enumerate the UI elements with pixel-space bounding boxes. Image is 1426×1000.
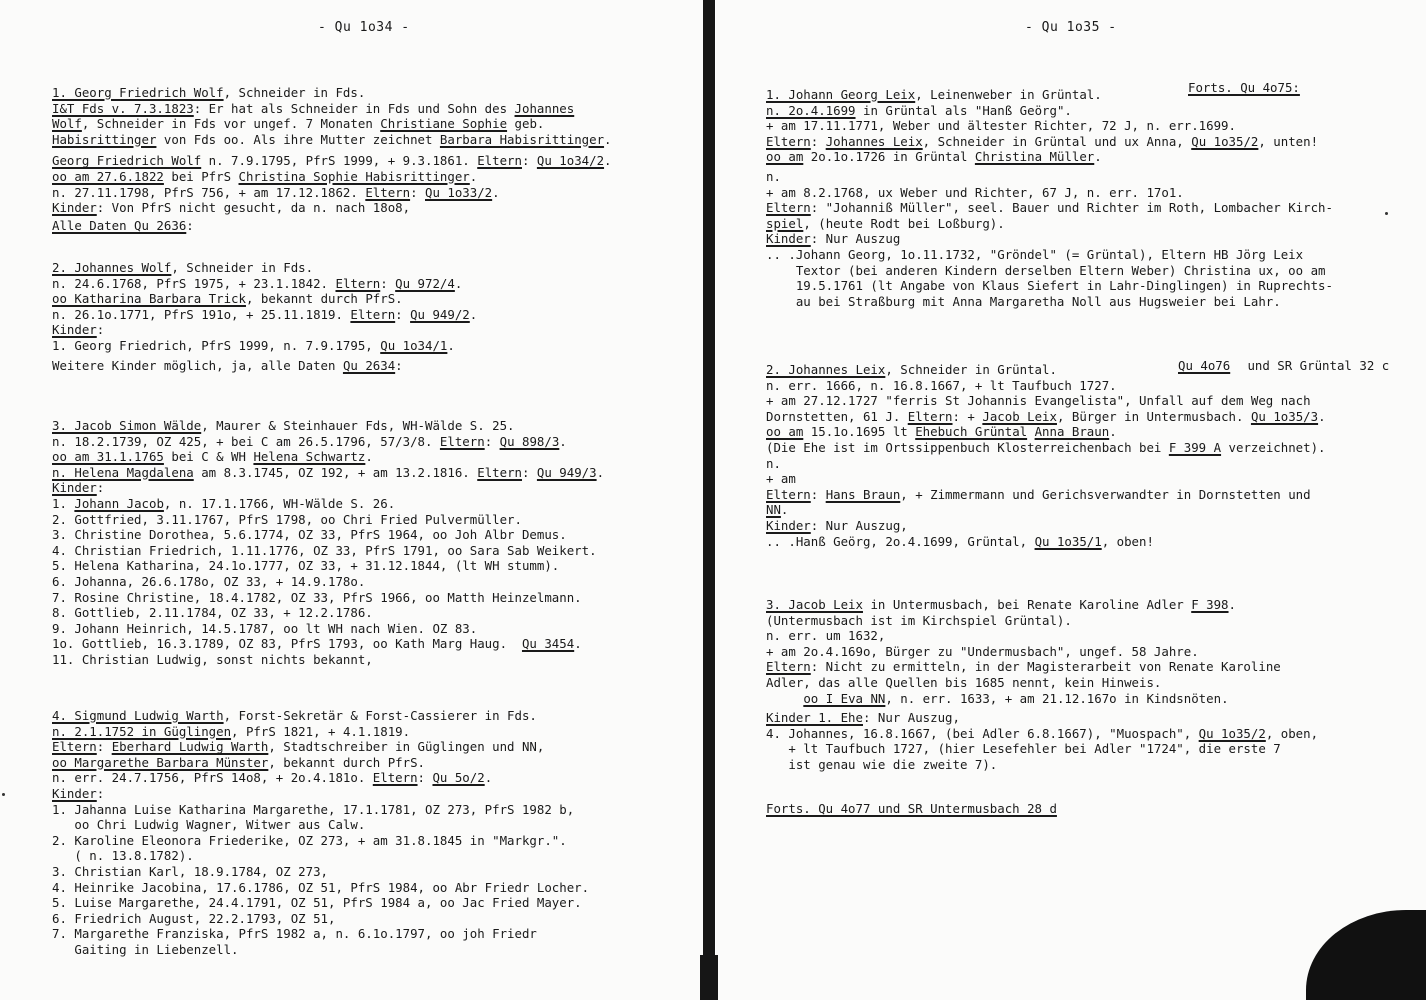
text-segment: n. xyxy=(766,169,781,184)
underlined-text: oo am xyxy=(766,149,804,165)
text-segment: (Untermusbach ist im Kirchspiel Grüntal). xyxy=(766,612,1072,628)
underlined-text: Qu 3454 xyxy=(521,636,575,652)
text-segment: : xyxy=(810,133,826,149)
text-segment: n. 24.6.1768, PfrS 1975, + 23.1.1842. xyxy=(52,275,336,291)
underlined-text: Kinder xyxy=(52,480,97,496)
underlined-text: Kinder 1. Ehe xyxy=(766,710,863,726)
entry-line xyxy=(52,911,335,926)
entry-line xyxy=(52,621,477,636)
entry-line xyxy=(766,502,788,517)
book-spine-bottom xyxy=(700,955,718,1000)
entry-line xyxy=(766,644,1199,659)
scan-speck xyxy=(1385,212,1388,215)
entry-line xyxy=(52,153,612,168)
entry-line xyxy=(766,278,1333,293)
entry-line xyxy=(52,307,477,322)
underlined-text: Qu 1o33/2 xyxy=(425,184,493,200)
entry-line xyxy=(766,263,1326,278)
entry-line xyxy=(766,149,1102,164)
text-segment: , (heute Rodt bei Loßburg). xyxy=(803,215,1005,231)
entry-line xyxy=(766,200,1333,215)
entry-line xyxy=(52,132,612,147)
text-segment: : xyxy=(96,739,112,755)
text-segment: . xyxy=(604,131,612,147)
text-segment: Adler, das alle Quellen bis 1685 nennt, kein Hinweis. xyxy=(766,675,1162,690)
text-segment: , n. err. 1633, + am 21.12.167o in Kindsnöten. xyxy=(885,690,1229,706)
underlined-text: 4. Sigmund Ludwig Warth xyxy=(52,708,224,723)
text-segment: 1. Jahanna Luise Katharina Margarethe, 17.1.1781, OZ 273, PfrS 1982 b, xyxy=(52,801,575,817)
text-segment: . xyxy=(1109,424,1117,440)
entry-line xyxy=(52,755,425,770)
side-note: Forts. Qu 4o75: xyxy=(1188,80,1300,95)
entry-line xyxy=(766,362,1057,377)
entry-line xyxy=(52,434,567,449)
entry-line xyxy=(766,185,1184,200)
entry-line xyxy=(52,496,395,511)
text-segment: 4. Johannes, 16.8.1667, (bei Adler 6.8.1667), "Muospach", xyxy=(766,725,1199,741)
side-note: Qu 4o76 xyxy=(1178,358,1231,373)
text-segment: : Nicht zu ermitteln, in der Magisterarbeit von Renate Karoline xyxy=(810,659,1281,675)
entry-line xyxy=(52,322,104,337)
text-segment: , Schneider in Grüntal. xyxy=(885,362,1057,377)
underlined-text: Qu 949/3 xyxy=(536,464,597,480)
text-segment: , Schneider in Fds vor ungef. 7 Monaten xyxy=(81,116,381,132)
text-segment: 7. Rosine Christine, 18.4.1782, OZ 33, PfrS 1966, oo Matth Heinzelmann. xyxy=(52,589,582,605)
text-segment: 19.5.1761 (lt Angabe von Klaus Siefert in Lahr-Dinglingen) in Ruprechts- xyxy=(766,278,1333,294)
text-segment: . xyxy=(559,433,567,449)
entry-line xyxy=(766,518,908,533)
text-segment: au bei Straßburg mit Anna Margaretha Noll aus Hugsweier bei Lahr. xyxy=(766,293,1281,309)
text-segment: , bekannt durch PfrS. xyxy=(268,754,425,770)
entry-line xyxy=(766,691,1229,706)
text-segment: 1o. Gottlieb, 16.3.1789, OZ 83, PfrS 1793, oo Kath Marg Haug. xyxy=(52,636,522,652)
text-segment: Gaiting in Liebenzell. xyxy=(52,942,239,957)
text-segment: 11. Christian Ludwig, sonst nichts bekannt, xyxy=(52,652,373,667)
underlined-text: Johann Jacob xyxy=(74,496,164,511)
text-segment: 6. Johanna, 26.6.178o, OZ 33, + 14.9.178o. xyxy=(52,574,366,589)
underlined-text: Eltern xyxy=(766,200,811,216)
underlined-text: oo am xyxy=(766,424,804,440)
text-segment: n. err. um 1632, xyxy=(766,628,886,644)
text-segment: , oben, xyxy=(1265,725,1319,741)
entry-line xyxy=(52,786,104,801)
entry-line xyxy=(52,218,194,233)
entry-line xyxy=(52,817,365,832)
entry-line xyxy=(52,926,537,941)
entry-line xyxy=(52,358,403,373)
text-segment: : xyxy=(395,357,403,373)
entry-line xyxy=(52,465,604,480)
text-segment: , + Zimmermann und Gerichsverwandter in Dornstetten und xyxy=(900,486,1311,502)
text-segment: 3. Christine Dorothea, 5.6.1774, OZ 33, PfrS 1964, oo Joh Albr Demus. xyxy=(52,527,567,543)
entry-line xyxy=(52,418,515,433)
text-segment: 7. Margarethe Franziska, PfrS 1982 a, n. 6.1o.1797, oo joh Friedr xyxy=(52,926,537,942)
text-segment: oo Chri Ludwig Wagner, Witwer aus Calw. xyxy=(52,817,366,833)
underlined-text: 1. Georg Friedrich Wolf xyxy=(52,85,224,100)
text-segment: n. 7.9.1795, PfrS 1999, + 9.3.1861. xyxy=(201,153,478,169)
entry-line xyxy=(52,480,104,495)
text-segment: : xyxy=(484,433,500,449)
underlined-text: Habisrittinger xyxy=(52,131,157,147)
text-segment: n. 27.11.1798, PfrS 756, + am 17.12.1862. xyxy=(52,184,366,200)
text-segment: , Schneider in Fds. xyxy=(171,260,314,275)
entry-line xyxy=(766,710,960,725)
text-segment: : xyxy=(395,306,411,322)
entry-line xyxy=(766,424,1117,439)
text-segment: : xyxy=(522,464,537,480)
text-segment xyxy=(766,691,803,706)
underlined-text: Eltern xyxy=(766,659,811,675)
text-segment: + am 17.11.1771, Weber und ältester Richter, 72 J, n. err.1699. xyxy=(766,118,1236,134)
underlined-text: Kinder xyxy=(766,518,811,533)
text-segment: 9. Johann Heinrich, 14.5.1787, oo lt WH nach Wien. OZ 83. xyxy=(52,620,478,636)
text-segment: n. xyxy=(766,455,781,471)
text-segment: Textor (bei anderen Kindern derselben Eltern Weber) Christina ux, oo am xyxy=(766,262,1326,278)
text-segment: . xyxy=(604,153,612,169)
text-segment: bei C & WH xyxy=(163,449,254,465)
entry-line xyxy=(766,103,1072,118)
underlined-text: Qu 972/4 xyxy=(395,275,455,291)
text-segment: , Bürger in Untermusbach. xyxy=(1056,408,1251,424)
entry-line xyxy=(766,487,1311,502)
text-segment: , unten! xyxy=(1258,133,1319,149)
entry-line xyxy=(52,116,544,131)
underlined-text: Kinder xyxy=(52,200,97,216)
underlined-text: Qu 1o34/1 xyxy=(380,338,448,353)
underlined-text: Eltern xyxy=(439,433,485,449)
text-segment: ist genau wie die zweite 7). xyxy=(766,757,998,772)
text-segment: von Fds oo. Als ihre Mutter zeichnet xyxy=(156,131,440,147)
underlined-text: Eltern xyxy=(477,153,522,169)
entry-line xyxy=(52,101,574,116)
text-segment xyxy=(1027,424,1034,439)
text-segment: 2o.1o.1726 in Grüntal xyxy=(803,149,975,165)
text-segment: . xyxy=(1228,597,1236,612)
entry-line xyxy=(52,833,567,848)
entry-line xyxy=(52,724,410,739)
text-segment: , PfrS 1821, + 4.1.1819. xyxy=(231,723,411,739)
entry-line xyxy=(52,652,373,667)
book-spine xyxy=(703,0,715,1000)
text-segment: n. 18.2.1739, OZ 425, + bei C am 26.5.1796, 57/3/8. xyxy=(52,433,440,449)
text-segment: 1. Georg Friedrich, PfrS 1999, n. 7.9.1795, xyxy=(52,338,381,353)
underlined-text: Jacob Leix xyxy=(982,408,1057,424)
text-segment: .. .Hanß Geörg, 2o.4.1699, Grüntal, xyxy=(766,533,1035,549)
underlined-text: 1. Johann Georg Leix xyxy=(766,87,916,102)
underlined-text: Qu 898/3 xyxy=(499,433,560,449)
entry-line xyxy=(52,449,373,464)
text-segment: : Nur Auszug xyxy=(810,231,901,247)
underlined-text: Eltern xyxy=(52,739,97,755)
underlined-text: Christina Müller xyxy=(974,149,1095,165)
underlined-text: Qu 1o35/3 xyxy=(1250,408,1319,424)
text-segment: n. err. 24.7.1756, PfrS 14o8, + 2o.4.181o. xyxy=(52,770,373,786)
text-segment: n. 26.1o.1771, PfrS 191o, + 25.11.1819. xyxy=(52,306,351,322)
text-segment: 4. Heinrike Jacobina, 17.6.1786, OZ 51, PfrS 1984, oo Abr Friedr Locher. xyxy=(52,879,590,895)
entry-line xyxy=(766,471,796,486)
underlined-text: NN xyxy=(766,502,781,518)
underlined-text: Eltern xyxy=(335,275,381,291)
entry-line xyxy=(766,378,1117,393)
text-segment: . xyxy=(454,275,463,291)
side-note: und SR Grüntal 32 c xyxy=(1240,358,1390,373)
entry-line xyxy=(52,848,194,863)
underlined-text: Eltern xyxy=(766,486,811,502)
entry-line xyxy=(52,770,492,785)
underlined-text: Qu 949/2 xyxy=(410,306,470,322)
entry-line xyxy=(766,231,900,246)
underlined-text: Eberhard Ludwig Warth xyxy=(111,739,269,755)
entry-line xyxy=(766,409,1326,424)
underlined-text: spiel xyxy=(766,215,804,231)
entry-line xyxy=(766,393,1311,408)
text-segment: : Er hat als Schneider in Fds und Sohn des xyxy=(193,100,515,116)
text-segment: + am xyxy=(766,471,796,487)
entry-line xyxy=(766,134,1318,149)
text-segment: : Nur Auszug, xyxy=(810,518,908,533)
entry-line xyxy=(52,200,410,215)
entry-line xyxy=(52,636,582,651)
text-segment: . xyxy=(365,449,373,465)
text-segment: am 8.3.1745, OZ 192, + am 13.2.1816. xyxy=(193,464,478,480)
text-segment: : Nur Auszug, xyxy=(862,710,960,726)
text-segment: 3. Christian Karl, 18.9.1784, OZ 273, xyxy=(52,864,329,879)
entry-line xyxy=(52,276,462,291)
entry-line xyxy=(766,216,1005,231)
entry-line xyxy=(766,440,1326,455)
entry-line xyxy=(52,291,403,306)
text-segment: verzeichnet). xyxy=(1221,440,1326,455)
text-segment: . xyxy=(596,464,605,480)
text-segment: : xyxy=(810,486,826,502)
underlined-text: Kinder xyxy=(52,322,97,338)
text-segment: , Leinenweber in Grüntal. xyxy=(915,87,1102,102)
text-segment: . xyxy=(447,338,455,353)
underlined-text: n. 2.1.1752 in Güglingen xyxy=(52,723,232,739)
entry-line xyxy=(52,880,589,895)
text-segment: geb. xyxy=(507,116,545,132)
underlined-text: Qu 1o35/1 xyxy=(1034,533,1102,549)
entry-line xyxy=(766,534,1154,549)
text-segment: , Forst-Sekretär & Forst-Cassierer in Fds. xyxy=(223,708,537,723)
underlined-text: Barbara Habisrittinger xyxy=(439,131,605,147)
entry-line xyxy=(52,708,537,723)
entry-line xyxy=(766,741,1281,756)
underlined-text: Qu 1o34/2 xyxy=(536,153,605,169)
underlined-text: 3. Jacob Leix xyxy=(766,597,863,612)
text-segment: : "Johanniß Müller", seel. Bauer und Richter im Roth, Lombacher Kirch- xyxy=(810,200,1333,216)
text-segment: + lt Taufbuch 1727, (hier Lesefehler bei Adler "1724", die erste 7 xyxy=(766,741,1281,757)
entry-line xyxy=(766,247,1303,262)
text-segment: : + xyxy=(952,408,983,424)
text-segment: , bekannt durch PfrS. xyxy=(245,291,403,307)
right-page xyxy=(716,0,1426,1000)
text-segment: : xyxy=(96,786,105,801)
entry-line xyxy=(766,294,1281,309)
text-segment: , Maurer & Steinhauer Fds, WH-Wälde S. 25. xyxy=(201,418,515,433)
text-segment: . xyxy=(780,502,789,518)
text-segment: 2. Karoline Eleonora Friederike, OZ 273, + am 31.8.1845 in "Markgr.". xyxy=(52,832,567,848)
text-segment: in Untermusbach, bei Renate Karoline Adler xyxy=(862,597,1192,612)
text-segment: : xyxy=(380,275,396,291)
text-segment: + am 8.2.1768, ux Weber und Richter, 67 J, n. err. 17o1. xyxy=(766,184,1184,200)
underlined-text: 3. Jacob Simon Wälde xyxy=(52,418,202,433)
underlined-text: oo Katharina Barbara Trick xyxy=(52,291,246,307)
entry-line xyxy=(766,628,885,643)
entry-line xyxy=(766,87,1102,102)
underlined-text: Ehebuch Grüntal xyxy=(915,424,1028,440)
underlined-text: Qu 5o/2 xyxy=(432,770,485,786)
underlined-text: Qu 1o35/2 xyxy=(1198,725,1266,741)
text-segment: . xyxy=(484,770,493,786)
underlined-text: Hans Braun xyxy=(825,486,901,502)
text-segment: 8. Gottlieb, 2.11.1784, OZ 33, + 12.2.1786. xyxy=(52,605,373,621)
text-segment: Weitere Kinder möglich, ja, alle Daten xyxy=(52,357,343,373)
underlined-text: Georg Friedrich Wolf xyxy=(52,153,202,169)
entry-line xyxy=(52,574,365,589)
entry-line xyxy=(766,757,997,772)
entry-line xyxy=(52,169,477,184)
text-segment: 2. Gottfried, 3.11.1767, PfrS 1798, oo Chri Fried Pulvermüller. xyxy=(52,511,522,527)
underlined-text: Eltern xyxy=(372,770,418,786)
entry-line xyxy=(52,558,559,573)
underlined-text: oo am 31.1.1765 xyxy=(52,449,164,465)
text-segment: , Schneider in Fds. xyxy=(223,85,366,100)
text-segment: n. err. 1666, n. 16.8.1667, + lt Taufbuch 1727. xyxy=(766,377,1117,393)
text-segment: . xyxy=(492,184,500,200)
entry-line xyxy=(766,675,1161,690)
entry-line xyxy=(52,260,313,275)
entry-line xyxy=(766,613,1072,628)
text-segment: : xyxy=(186,217,194,233)
underlined-text: Helena Schwartz xyxy=(253,449,366,465)
entry-line xyxy=(766,118,1236,133)
page-title-right: - Qu 1o35 - xyxy=(1025,20,1117,35)
underlined-text: n. Helena Magdalena xyxy=(52,464,194,480)
text-segment: , n. 17.1.1766, WH-Wälde S. 26. xyxy=(163,496,396,511)
underlined-text: Forts. Qu 4o77 und SR Untermusbach 28 d xyxy=(766,800,1057,816)
underlined-text: Alle Daten Qu 2636 xyxy=(52,217,187,233)
entry-line xyxy=(52,942,239,957)
underlined-text: 2. Johannes Wolf xyxy=(52,260,172,275)
underlined-text: F 398 xyxy=(1191,597,1229,612)
text-segment: , Stadtschreiber in Güglingen und NN, xyxy=(268,739,545,755)
underlined-text: Eltern xyxy=(766,133,811,149)
entry-line xyxy=(766,659,1281,674)
text-segment: . xyxy=(574,636,582,652)
scan-shadow xyxy=(1306,910,1426,1000)
page-title-left: - Qu 1o34 - xyxy=(318,20,410,35)
text-segment: (Die Ehe ist im Ortssippenbuch Klosterreichenbach bei xyxy=(766,440,1169,455)
text-segment: , oben! xyxy=(1101,533,1154,549)
underlined-text: n. 2o.4.1699 xyxy=(766,102,856,118)
entry-line xyxy=(52,895,582,910)
text-segment: 4. Christian Friedrich, 1.11.1776, OZ 33, PfrS 1791, oo Sara Sab Weikert. xyxy=(52,542,597,558)
underlined-text: oo Margarethe Barbara Münster xyxy=(52,754,269,770)
underlined-text: Eltern xyxy=(350,306,396,322)
underlined-text: Eltern xyxy=(907,408,953,424)
entry-line xyxy=(52,802,574,817)
underlined-text: 2. Johannes Leix xyxy=(766,362,886,377)
entry-line xyxy=(52,527,567,542)
underlined-text: oo am 27.6.1822 xyxy=(52,169,164,184)
text-segment: 1. xyxy=(52,496,75,511)
text-segment: Dornstetten, 61 J. xyxy=(766,408,908,424)
entry-line xyxy=(52,185,500,200)
underlined-text: Johannes Leix xyxy=(825,133,923,149)
entry-line xyxy=(52,605,373,620)
entry-line xyxy=(52,512,522,527)
underlined-text: Qu 2634 xyxy=(342,357,396,373)
text-segment: : xyxy=(96,480,105,496)
underlined-text: Kinder xyxy=(766,231,811,247)
text-segment: .. .Johann Georg, 1o.11.1732, "Gröndel" (= Grüntal), Eltern HB Jörg Leix xyxy=(766,247,1304,262)
underlined-text: Eltern xyxy=(477,464,522,480)
text-segment: 5. Luise Margarethe, 24.4.1791, OZ 51, PfrS 1984 a, oo Jac Fried Mayer. xyxy=(52,895,582,911)
entry-line xyxy=(766,169,781,184)
entry-line xyxy=(52,864,328,879)
entry-line xyxy=(766,801,1057,816)
text-segment: in Grüntal als "Hanß Geörg". xyxy=(855,102,1072,118)
text-segment: . xyxy=(469,306,478,322)
text-segment: 5. Helena Katharina, 24.1o.1777, OZ 33, + 31.12.1844, (lt WH stumm). xyxy=(52,558,560,574)
underlined-text: Wolf xyxy=(52,116,82,132)
entry-line xyxy=(766,456,781,471)
text-segment: + am 2o.4.169o, Bürger zu "Undermusbach", ungef. 58 Jahre. xyxy=(766,643,1199,659)
entry-line xyxy=(52,543,597,558)
entry-line xyxy=(52,338,455,353)
underlined-text: Qu 1o35/2 xyxy=(1191,133,1259,149)
entry-line xyxy=(766,726,1318,741)
text-segment: + am 27.12.1727 "ferris St Johannis Evangelista", Unfall auf dem Weg nach xyxy=(766,393,1311,409)
underlined-text: Johannes xyxy=(514,100,575,116)
underlined-text: oo I Eva NN xyxy=(803,690,886,706)
left-page xyxy=(0,0,712,1000)
text-segment: : xyxy=(96,322,105,338)
text-segment: . xyxy=(1318,408,1326,424)
entry-line xyxy=(52,739,544,754)
text-segment: ( n. 13.8.1782). xyxy=(52,848,194,864)
text-segment: . xyxy=(469,169,478,184)
text-segment: 6. Friedrich August, 22.2.1793, OZ 51, xyxy=(52,910,336,926)
underlined-text: Christina Sophie Habisrittinger xyxy=(238,169,470,184)
entry-line xyxy=(52,85,365,100)
text-segment: : xyxy=(417,770,433,786)
text-segment: bei PfrS xyxy=(163,169,239,184)
entry-line xyxy=(766,597,1236,612)
scan-speck xyxy=(2,793,5,796)
text-segment: : Von PfrS nicht gesucht, da n. nach 18o8, xyxy=(96,200,411,216)
underlined-text: Christiane Sophie xyxy=(380,116,508,132)
text-segment: . xyxy=(1094,149,1102,165)
underlined-text: I&T Fds v. 7.3.1823 xyxy=(52,100,194,116)
underlined-text: Kinder xyxy=(52,786,97,801)
text-segment: 15.1o.1695 lt xyxy=(803,424,916,440)
underlined-text: Anna Braun xyxy=(1034,424,1110,440)
underlined-text: F 399 A xyxy=(1168,440,1222,455)
text-segment: : xyxy=(410,184,425,200)
entry-line xyxy=(52,590,582,605)
text-segment: , Schneider in Grüntal und ux Anna, xyxy=(922,133,1192,149)
text-segment: : xyxy=(521,153,537,169)
underlined-text: Eltern xyxy=(365,184,411,200)
